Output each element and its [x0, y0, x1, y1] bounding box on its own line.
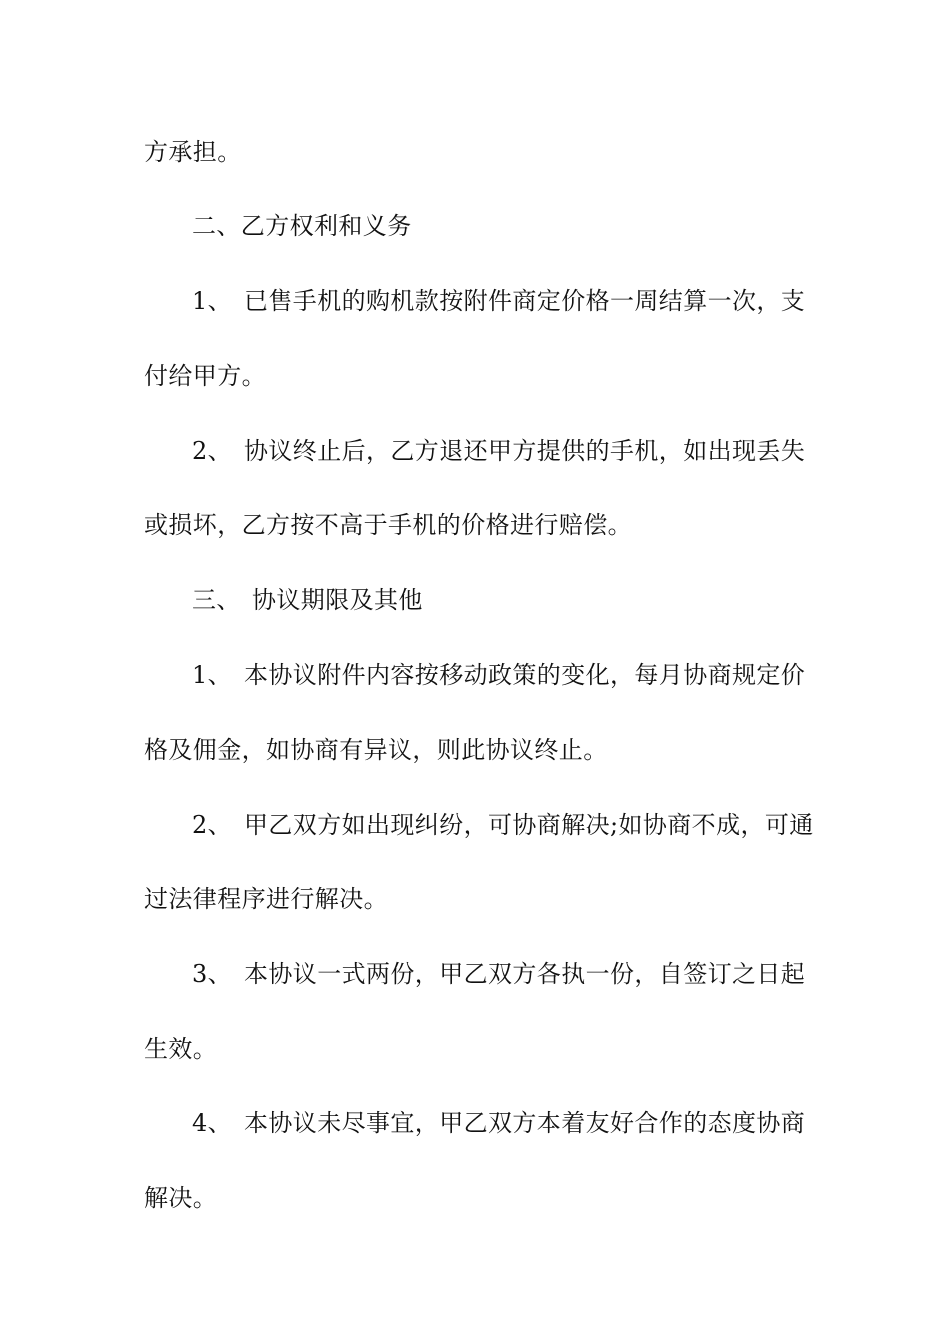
clause-text: 本协议未尽事宜，甲乙双方本着友好合作的态度协商 [244, 1109, 806, 1137]
clause-number: 1、 [192, 661, 233, 689]
clause-b-1-continuation [144, 361, 266, 391]
heading-text: 二、乙方权利和义务 [192, 212, 412, 240]
text-line: 生效。 [144, 1035, 218, 1063]
text-line: 格及佣金，如协商有异议，则此协议终止。 [144, 736, 608, 764]
clause-c-4 [192, 1108, 805, 1138]
clause-text: 甲乙双方如出现纠纷，可协商解决;如协商不成，可通 [244, 811, 814, 839]
clause-text: 协议终止后，乙方退还甲方提供的手机，如出现丢失 [244, 437, 806, 465]
clause-b-2-continuation [144, 510, 632, 540]
text-line: 方承担。 [144, 138, 242, 166]
clause-c-1-continuation [144, 735, 608, 765]
clause-b-1 [192, 286, 805, 316]
clause-text: 已售手机的购机款按附件商定价格一周结算一次，支 [244, 287, 806, 315]
clause-number: 4、 [192, 1109, 233, 1137]
clause-text: 本协议一式两份，甲乙双方各执一份，自签订之日起 [244, 960, 806, 988]
clause-number: 2、 [192, 811, 233, 839]
heading-text: 协议期限及其他 [252, 586, 423, 614]
text-line: 过法律程序进行解决。 [144, 885, 388, 913]
text-line: 付给甲方。 [144, 362, 266, 390]
clause-c-3 [192, 959, 805, 989]
section-heading-term [192, 585, 423, 615]
clause-number: 1、 [192, 287, 233, 315]
section-heading-party-b [192, 211, 412, 241]
clause-number: 2、 [192, 437, 233, 465]
clause-c-3-continuation [144, 1034, 217, 1064]
clause-c-2-continuation [144, 884, 388, 914]
paragraph-continuation [144, 137, 242, 167]
clause-c-4-continuation [144, 1183, 217, 1213]
clause-c-1 [192, 660, 805, 690]
clause-b-2 [192, 436, 805, 466]
clause-number: 3、 [192, 960, 233, 988]
text-line: 解决。 [144, 1184, 218, 1212]
heading-number: 三、 [192, 586, 241, 614]
clause-c-2 [192, 810, 814, 840]
text-line: 或损坏，乙方按不高于手机的价格进行赔偿。 [144, 511, 632, 539]
clause-text: 本协议附件内容按移动政策的变化，每月协商规定价 [244, 661, 806, 689]
